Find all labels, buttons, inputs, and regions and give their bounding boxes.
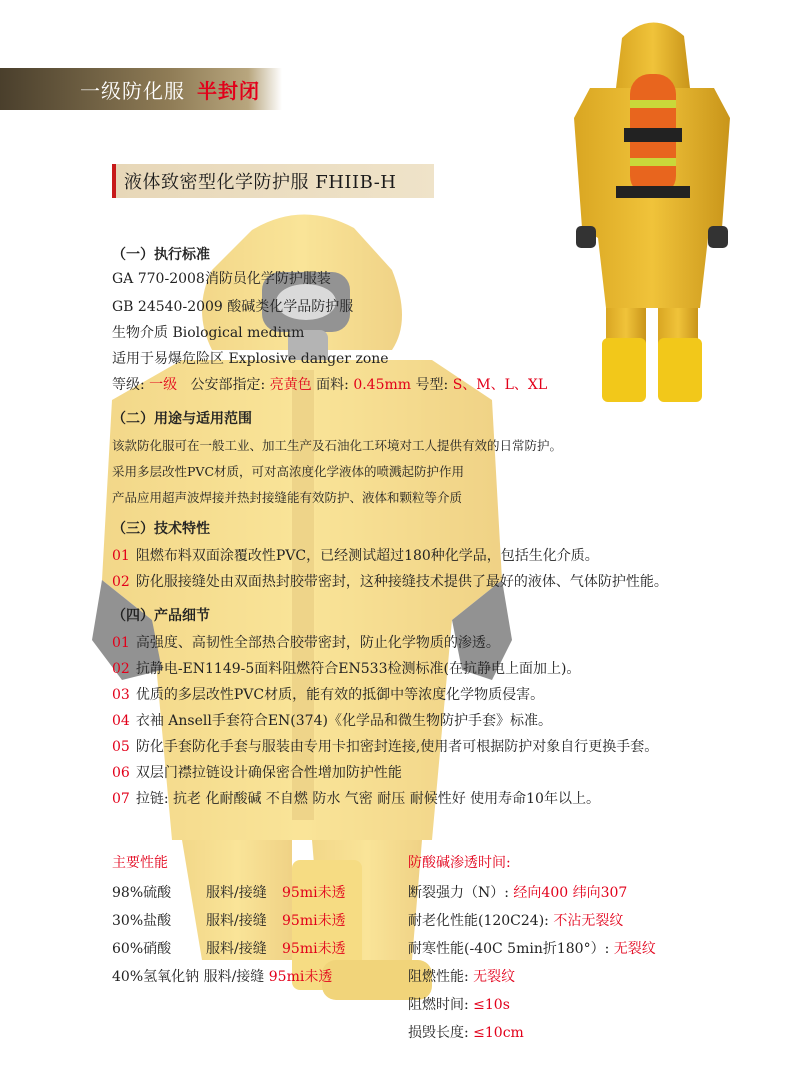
grade-value: 一级 [149,377,178,393]
tech-item [112,571,668,591]
property-value: 无裂纹 [473,969,516,985]
detail-item-text: 双层门襟拉链设计确保密合性增加防护性能 [135,765,402,781]
permeation-row [408,910,623,930]
fabric-label: 面料: [316,377,349,393]
chemical-name: 60%硝酸 [112,941,172,957]
property-label: 阻燃性能: [408,969,469,985]
tech-item-number: 01 [112,548,130,564]
property-value: 经向400 纬向307 [513,885,628,901]
grade-label: 等级: [112,377,145,393]
permeation-row [408,966,515,986]
standard-line: GA 770-2008消防员化学防护服装 [112,271,331,287]
performance-row [112,910,346,930]
detail-item-number: 05 [112,739,130,755]
property-label: 阻燃时间: [408,997,469,1013]
detail-item [112,632,500,652]
detail-item-number: 04 [112,713,130,729]
detail-item [112,658,580,678]
detail-item-text: 拉链: 抗老 化耐酸碱 不自燃 防水 气密 耐压 耐候性好 使用寿命10年以上。 [135,791,600,807]
test-result: 95mi未透 [282,913,346,929]
property-value: 无裂纹 [613,941,656,957]
detail-item-number: 07 [112,791,130,807]
property-label: 耐寒性能(-40C 5min折180°）: [408,941,610,957]
detail-item [112,684,544,704]
hazmat-suit-back-image [572,8,732,408]
detail-item-number: 03 [112,687,130,703]
product-title-bar [112,164,434,198]
product-title: 液体致密型化学防护服 FHIIB-H [124,172,397,193]
detail-item-text: 抗静电-EN1149-5面料阻燃符合EN533检测标准(在抗静电上面加上)。 [135,661,581,677]
header-ribbon [0,68,282,110]
seal-type: 半封闭 [197,78,260,103]
standard-line: GB 24540-2009 酸碱类化学品防护服 [112,299,354,315]
protection-level: 一级防化服 [80,78,185,103]
property-label: 损毁长度: [408,1025,469,1041]
standard-line: 生物介质 Biological medium [112,325,305,341]
tested-part: 服料/接缝 [206,885,267,901]
test-result: 95mi未透 [282,885,346,901]
detail-item [112,710,552,730]
chemical-name: 30%盐酸 [112,913,172,929]
test-result: 95mi未透 [268,969,333,985]
detail-item-number: 02 [112,661,130,677]
tech-item-text: 防化服接缝处由双面热封胶带密封，这种接缝技术提供了最好的液体、气体防护性能。 [135,574,668,590]
detail-item-text: 高强度、高韧性全部热合胶带密封，防止化学物质的渗透。 [135,635,500,651]
section-usage-heading: （二）用途与适用范围 [112,411,252,427]
permeation-row [408,938,656,958]
section-tech-heading: （三）技术特性 [112,521,210,537]
chemical-name: 98%硫酸 [112,885,172,901]
property-value: ≤10cm [473,1025,524,1041]
grade-line [112,374,547,394]
standard-line: 适用于易爆危险区 Explosive danger zone [112,351,389,367]
color-value: 亮黄色 [269,377,312,393]
tested-part: 服料/接缝 [206,941,267,957]
color-label: 公安部指定: [190,377,266,393]
detail-item-text: 优质的多层改性PVC材质，能有效的抵御中等浓度化学物质侵害。 [135,687,545,703]
property-value: 不沾无裂纹 [553,913,624,929]
detail-item-number: 01 [112,635,130,651]
detail-item-text: 衣袖 Ansell手套符合EN(374)《化学品和微生物防护手套》标准。 [135,713,552,729]
tested-part: 服料/接缝 [203,969,265,985]
usage-line: 产品应用超声波焊接并热封接缝能有效防护、液体和颗粒等介质 [112,490,463,505]
permeation-row [408,994,510,1014]
performance-row [112,938,346,958]
detail-item [112,762,402,782]
permeation-row [408,1022,524,1042]
tech-item-number: 02 [112,574,130,590]
test-result: 95mi未透 [282,941,346,957]
permeation-row [408,882,627,902]
usage-line: 采用多层改性PVC材质，可对高浓度化学液体的喷溅起防护作用 [112,464,465,479]
section-details-heading: （四）产品细节 [112,608,210,624]
property-label: 断裂强力（N）: [408,885,509,901]
tech-item-text: 阻燃布料双面涂覆改性PVC，已经测试超过180种化学品，包括生化介质。 [135,548,599,564]
detail-item [112,788,600,808]
detail-item [112,736,658,756]
tested-part: 服料/接缝 [206,913,267,929]
property-value: ≤10s [473,997,510,1013]
usage-line: 该款防化服可在一般工业、加工生产及石油化工环境对工人提供有效的日常防护。 [112,438,563,453]
permeation-heading: 防酸碱渗透时间: [408,855,511,871]
size-value: S、M、L、XL [452,377,548,393]
property-label: 耐老化性能(120C24): [408,913,549,929]
fabric-value: 0.45mm [353,377,412,393]
tech-item [112,545,599,565]
performance-row [112,882,346,902]
size-label: 号型: [415,377,449,393]
section-standards-heading: （一）执行标准 [112,247,210,263]
chemical-name: 40%氢氧化钠 [112,969,200,985]
performance-heading: 主要性能 [112,855,168,871]
detail-item-text: 防化手套防化手套与服装由专用卡扣密封连接,使用者可根据防护对象自行更换手套。 [135,739,659,755]
detail-item-number: 06 [112,765,130,781]
performance-row [112,966,332,986]
